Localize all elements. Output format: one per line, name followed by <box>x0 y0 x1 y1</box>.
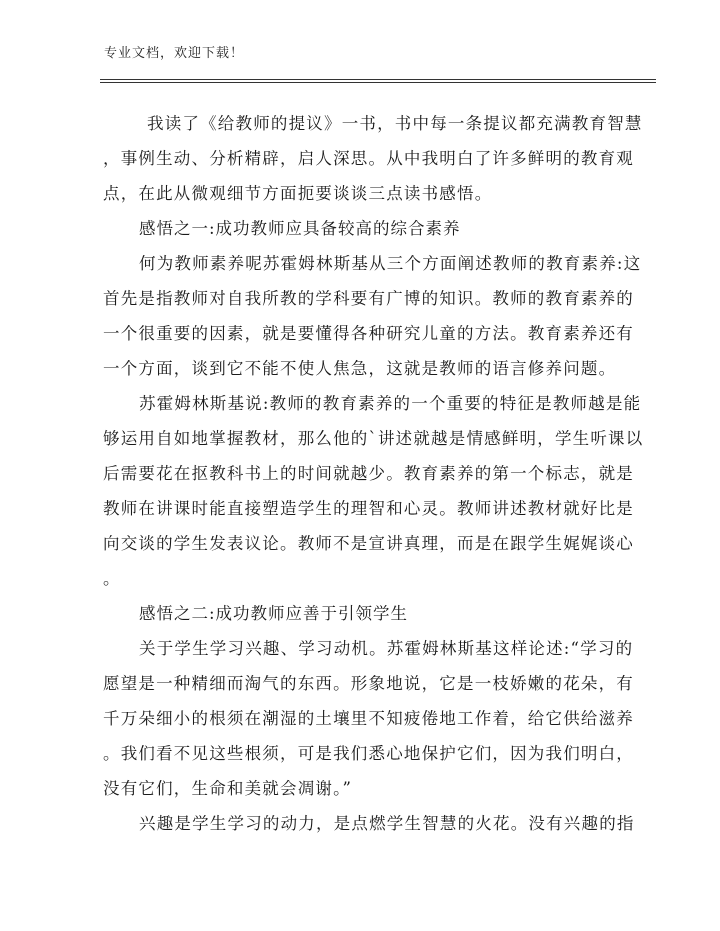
paragraph-line: 向交谈的学生发表议论。教师不是宣讲真理，而是在跟学生娓娓谈心 <box>103 534 634 553</box>
paragraph-line: 苏霍姆林斯基说:教师的教育素养的一个重要的特征是教师越是能 <box>139 394 642 413</box>
paragraph-line: 够运用自如地掌握教材，那么他的`讲述就越是情感鲜明，学生听课以 <box>103 429 644 448</box>
header-label: 专业文档，欢迎下载！ <box>104 46 245 61</box>
paragraph-line: 点，在此从微观细节方面扼要谈谈三点读书感悟。 <box>103 184 493 203</box>
paragraph-line: 何为教师素养呢苏霍姆林斯基从三个方面阐述教师的教育素养:这 <box>139 254 642 273</box>
paragraph-line: 一个很重要的因素，就是要懂得各种研究儿童的方法。教育素养还有 <box>103 324 634 343</box>
paragraph-line: 我读了《给教师的提议》一书，书中每一条提议都充满教育智慧 <box>147 114 643 133</box>
paragraph-line: 后需要花在抠教科书上的时间就越少。教育素养的第一个标志，就是 <box>103 464 634 483</box>
paragraph-line: 兴趣是学生学习的动力，是点燃学生智慧的火花。没有兴趣的指 <box>139 814 635 833</box>
paragraph-line: 一个方面，谈到它不能不使人焦急，这就是教师的语言修养问题。 <box>103 359 617 378</box>
section-heading: 感悟之二:成功教师应善于引领学生 <box>139 604 409 623</box>
paragraph-line: 。我们看不见这些根须，可是我们悉心地保护它们，因为我们明白， <box>103 744 634 763</box>
paragraph-line: 千万朵细小的根须在潮湿的土壤里不知疲倦地工作着，给它供给滋养 <box>103 709 634 728</box>
header-divider <box>100 79 656 80</box>
paragraph-line: 。 <box>103 569 121 588</box>
paragraph-line: 愿望是一种精细而淘气的东西。形象地说，它是一枝娇嫩的花朵，有 <box>103 674 634 693</box>
header-divider-second <box>100 82 656 83</box>
section-heading: 感悟之一:成功教师应具备较高的综合素养 <box>139 219 461 238</box>
paragraph-line: 没有它们，生命和美就会凋谢。” <box>103 779 353 798</box>
paragraph-line: 关于学生学习兴趣、学习动机。苏霍姆林斯基这样论述:“学习的 <box>139 639 634 658</box>
document-body <box>103 106 644 841</box>
paragraph-line: 教师在讲课时能直接塑造学生的理智和心灵。教师讲述教材就好比是 <box>103 499 634 518</box>
paragraph-line: 首先是指教师对自我所教的学科要有广博的知识。教师的教育素养的 <box>103 289 634 308</box>
paragraph-line: ，事例生动、分析精辟，启人深思。从中我明白了许多鲜明的教育观 <box>103 149 634 168</box>
